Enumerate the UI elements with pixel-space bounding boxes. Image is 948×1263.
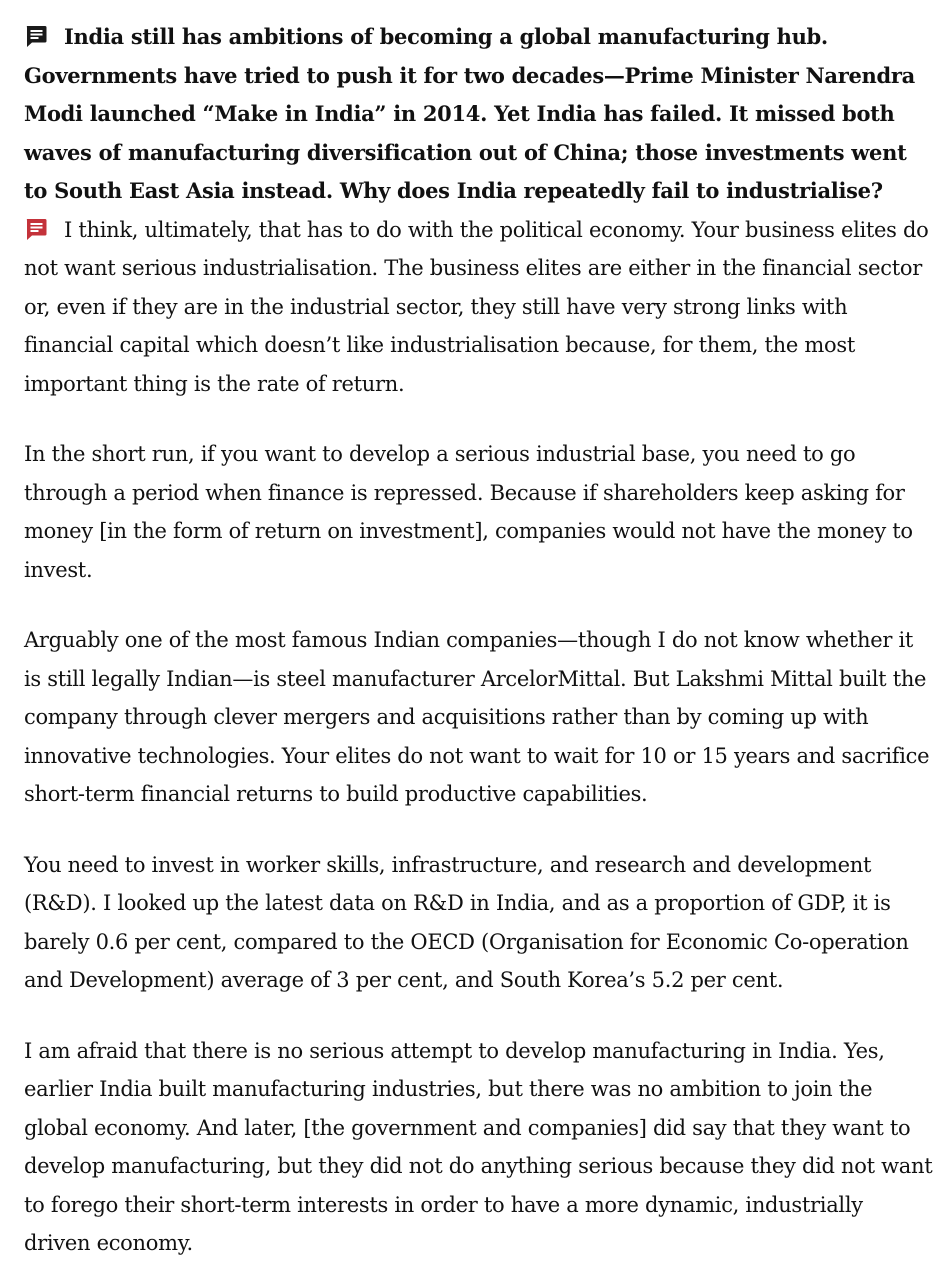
question-text: India still has ambitions of becoming a global manufacturing hub. Governments have tried to push it for two decades—Prime Minister Narendra Modi launched “Make in India” in 2014. Yet India has failed. It missed both waves of manufacturing diversification out of China; those investments went to South East Asia instead. Why does India repeatedly fail to industrialise? [24, 24, 915, 203]
comment-icon [24, 24, 48, 48]
interview-answer [24, 211, 934, 1263]
answer-paragraph: I am afraid that there is no serious attempt to develop manufacturing in India. Yes, earlier India built manufacturing industries, but there was no ambition to join the global economy. And later, [the government and companies] did say that they want to develop manufacturing, but they did not do anything serious because they did not want to forego their short-term interests in order to have a more dynamic, industrially driven economy. [24, 1038, 933, 1255]
answer-paragraph: Arguably one of the most famous Indian companies—though I do not know whether it is still legally Indian—is steel manufacturer ArcelorMittal. But Lakshmi Mittal built the company through clever mergers and acquisitions rather than by coming up with innovative technologies. Your elites do not want to wait for 10 or 15 years and sacrifice short-term financial returns to build productive capabilities. [24, 628, 930, 806]
answer-paragraph: In the short run, if you want to develop a serious industrial base, you need to go through a period when finance is repressed. Because if shareholders keep asking for money [in the form of return on investment], companies would not have the money to invest. [24, 442, 913, 582]
answer-paragraph: You need to invest in worker skills, infrastructure, and research and development (R&D). I looked up the latest data on R&D in India, and as a proportion of GDP, it is barely 0.6 per cent, compared to the OECD (Organisation for Economic Co-operation and Development) average of 3 per cent, and South Korea’s 5.2 per cent. [24, 852, 909, 992]
comment-icon [24, 217, 48, 241]
answer-text: I think, ultimately, that has to do with the political economy. Your business elites do not want serious industrialisation. The business elites are either in the financial sector or, even if they are in the industrial sector, they still have very strong links with financial capital which doesn’t like industrialisation because, for them, the most important thing is the rate of return. [24, 217, 929, 396]
interview-question [24, 18, 934, 211]
answer-paragraph [24, 211, 934, 404]
